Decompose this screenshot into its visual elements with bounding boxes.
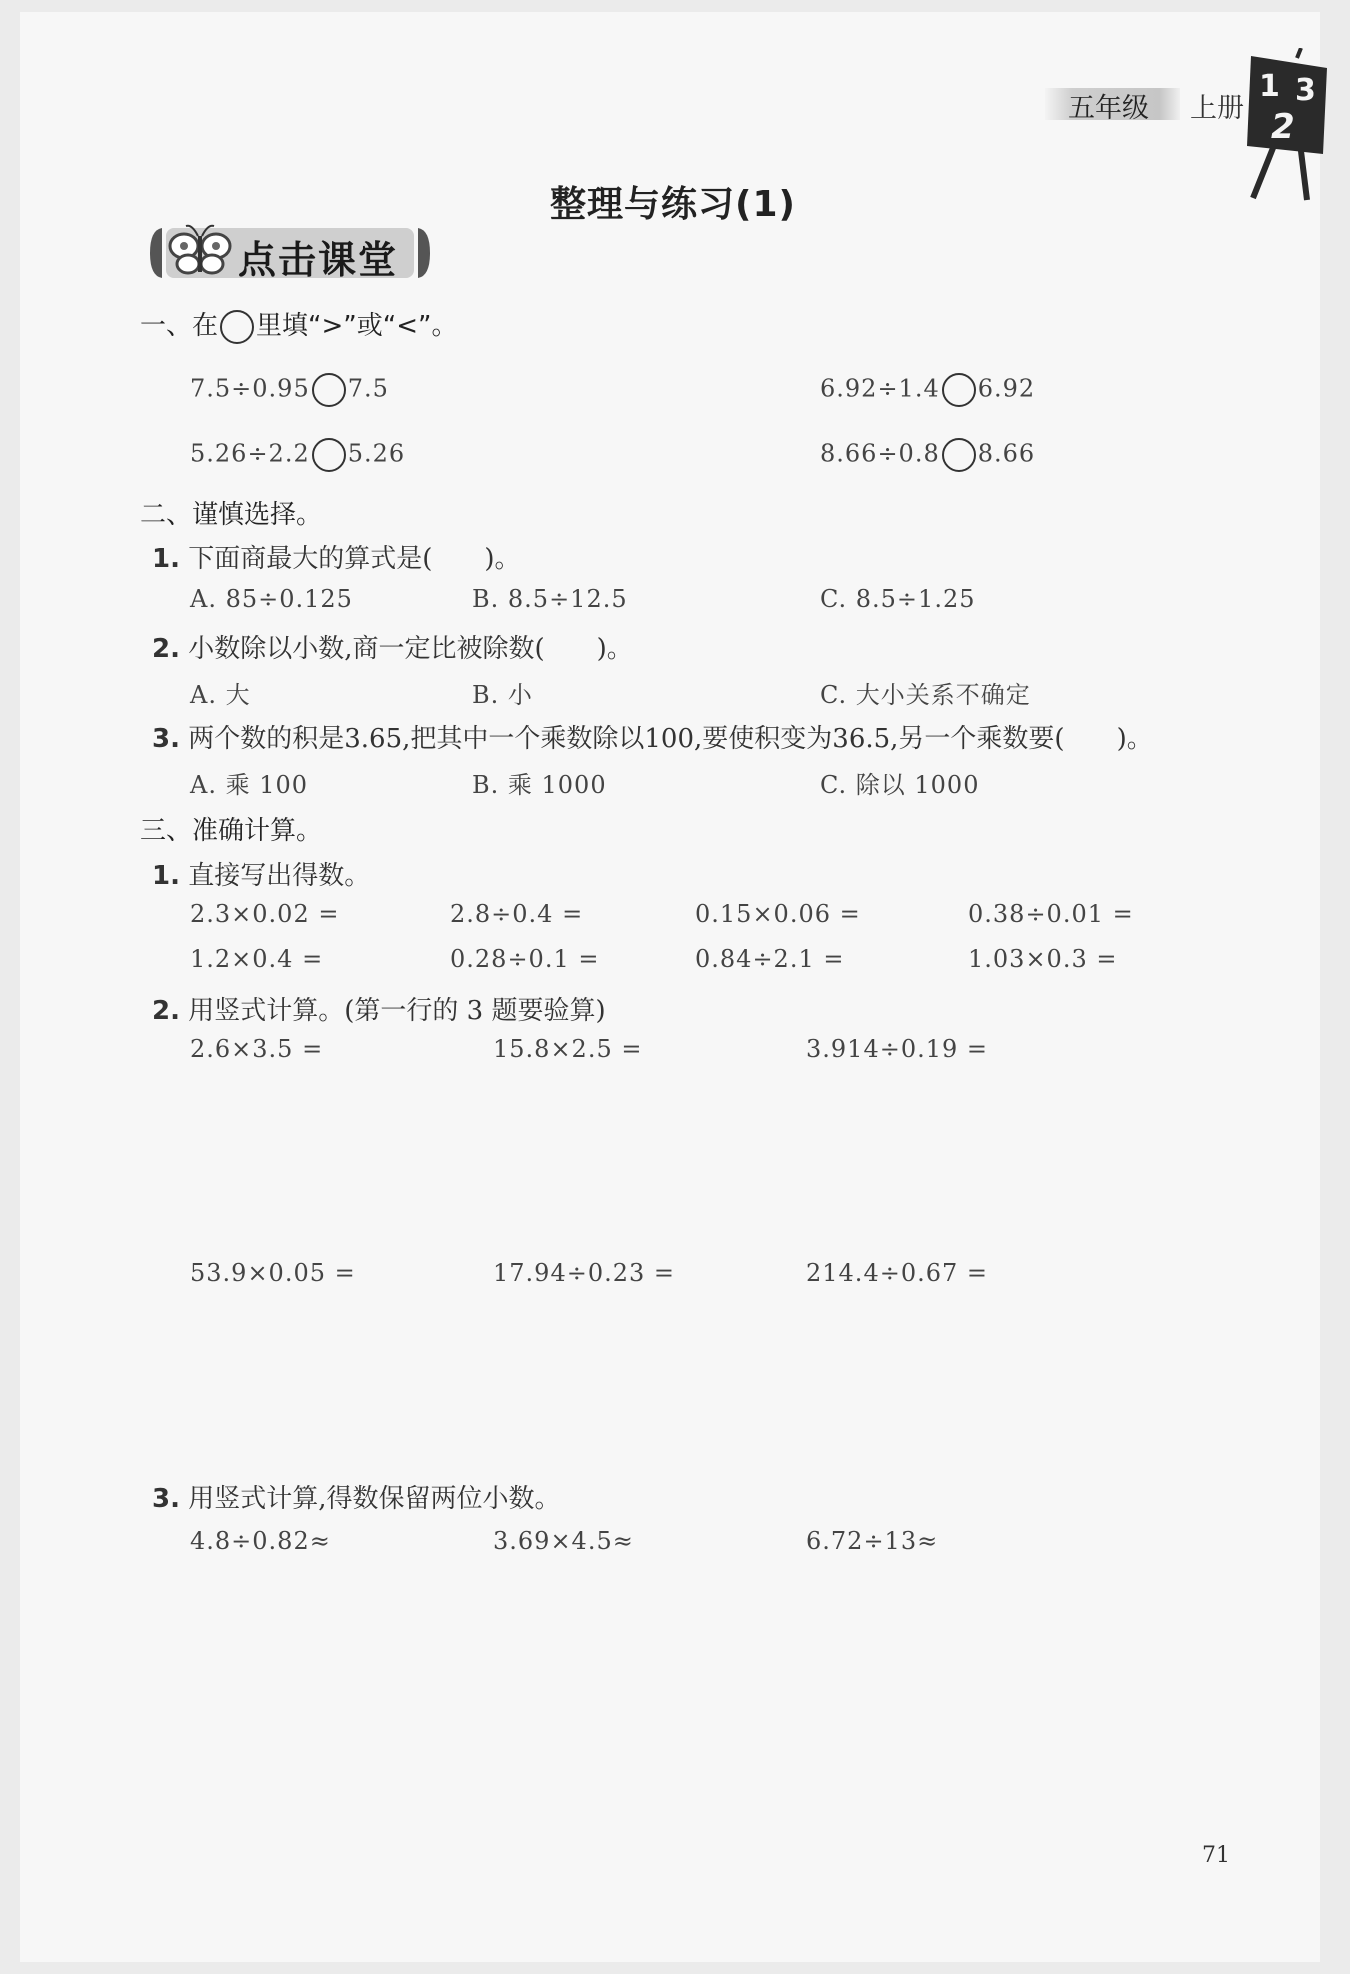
- question-2-1: 1. 下面商最大的算式是( )。: [152, 544, 521, 574]
- chalkboard-icon: [1245, 48, 1335, 208]
- section-1-suffix: 里填“>”或“<”。: [256, 311, 458, 341]
- page-number: 71: [1202, 1843, 1230, 1868]
- grade-label: 五年级: [1068, 93, 1149, 124]
- vertical-problem: 53.9×0.05 =: [190, 1259, 356, 1287]
- answer-circle[interactable]: [312, 373, 346, 407]
- option-a[interactable]: A. 乘 100: [190, 771, 309, 799]
- section-2-heading: 二、谨慎选择。: [140, 500, 323, 530]
- option-a[interactable]: A. 85÷0.125: [190, 585, 353, 613]
- section-3-heading: 三、准确计算。: [140, 816, 323, 846]
- option-c[interactable]: C. 除以 1000: [820, 771, 980, 799]
- oral-problem: 2.8÷0.4 =: [450, 900, 584, 928]
- vertical-problem: 15.8×2.5 =: [493, 1035, 643, 1063]
- rounding-problem: 3.69×4.5≈: [493, 1527, 634, 1555]
- vertical-problem: 2.6×3.5 =: [190, 1035, 324, 1063]
- oral-problem: 1.2×0.4 =: [190, 945, 324, 973]
- oral-problem: 2.3×0.02 =: [190, 900, 340, 928]
- option-c[interactable]: C. 大小关系不确定: [820, 681, 1031, 709]
- oral-problem: 0.38÷0.01 =: [968, 900, 1134, 928]
- rounding-problem: 4.8÷0.82≈: [190, 1527, 331, 1555]
- oral-problem: 0.15×0.06 =: [695, 900, 861, 928]
- section-1-prefix: 一、在: [140, 311, 219, 341]
- chalk-digit-3: 3: [1295, 73, 1316, 108]
- vertical-problem: 17.94÷0.23 =: [493, 1259, 675, 1287]
- oral-problem: 0.84÷2.1 =: [695, 945, 845, 973]
- rounding-problem: 6.72÷13≈: [806, 1527, 939, 1555]
- option-b[interactable]: B. 小: [472, 681, 533, 709]
- question-3-2: 2. 用竖式计算。(第一行的 3 题要验算): [152, 996, 606, 1026]
- option-b[interactable]: B. 8.5÷12.5: [472, 585, 628, 613]
- question-3-3: 3. 用竖式计算,得数保留两位小数。: [152, 1484, 561, 1514]
- banner-label: 点击课堂: [238, 238, 399, 282]
- answer-circle[interactable]: [942, 438, 976, 472]
- oral-problem: 0.28÷0.1 =: [450, 945, 600, 973]
- option-b[interactable]: B. 乘 1000: [472, 771, 607, 799]
- answer-circle[interactable]: [942, 373, 976, 407]
- oral-problem: 1.03×0.3 =: [968, 945, 1118, 973]
- section-1-heading: [140, 305, 457, 344]
- chalk-digit-1: 1: [1259, 69, 1280, 104]
- compare-item: 5.26÷2.2 5.26: [190, 438, 405, 472]
- blank-circle-icon: [220, 310, 254, 344]
- question-2-2: 2. 小数除以小数,商一定比被除数( )。: [152, 634, 633, 664]
- option-a[interactable]: A. 大: [190, 681, 251, 709]
- compare-item: 8.66÷0.8 8.66: [820, 438, 1035, 472]
- chalk-digit-2: 2: [1271, 107, 1295, 147]
- option-c[interactable]: C. 8.5÷1.25: [820, 585, 976, 613]
- compare-item: 7.5÷0.95 7.5: [190, 373, 389, 407]
- answer-circle[interactable]: [312, 438, 346, 472]
- question-2-3: 3. 两个数的积是3.65,把其中一个乘数除以100,要使积变为36.5,另一个乘数要( )。: [152, 724, 1153, 754]
- page-title: 整理与练习(1): [550, 184, 796, 225]
- compare-item: 6.92÷1.4 6.92: [820, 373, 1035, 407]
- vertical-problem: 3.914÷0.19 =: [806, 1035, 988, 1063]
- volume-label: 上册: [1190, 93, 1244, 124]
- question-3-1: 1. 直接写出得数。: [152, 861, 371, 891]
- vertical-problem: 214.4÷0.67 =: [806, 1259, 988, 1287]
